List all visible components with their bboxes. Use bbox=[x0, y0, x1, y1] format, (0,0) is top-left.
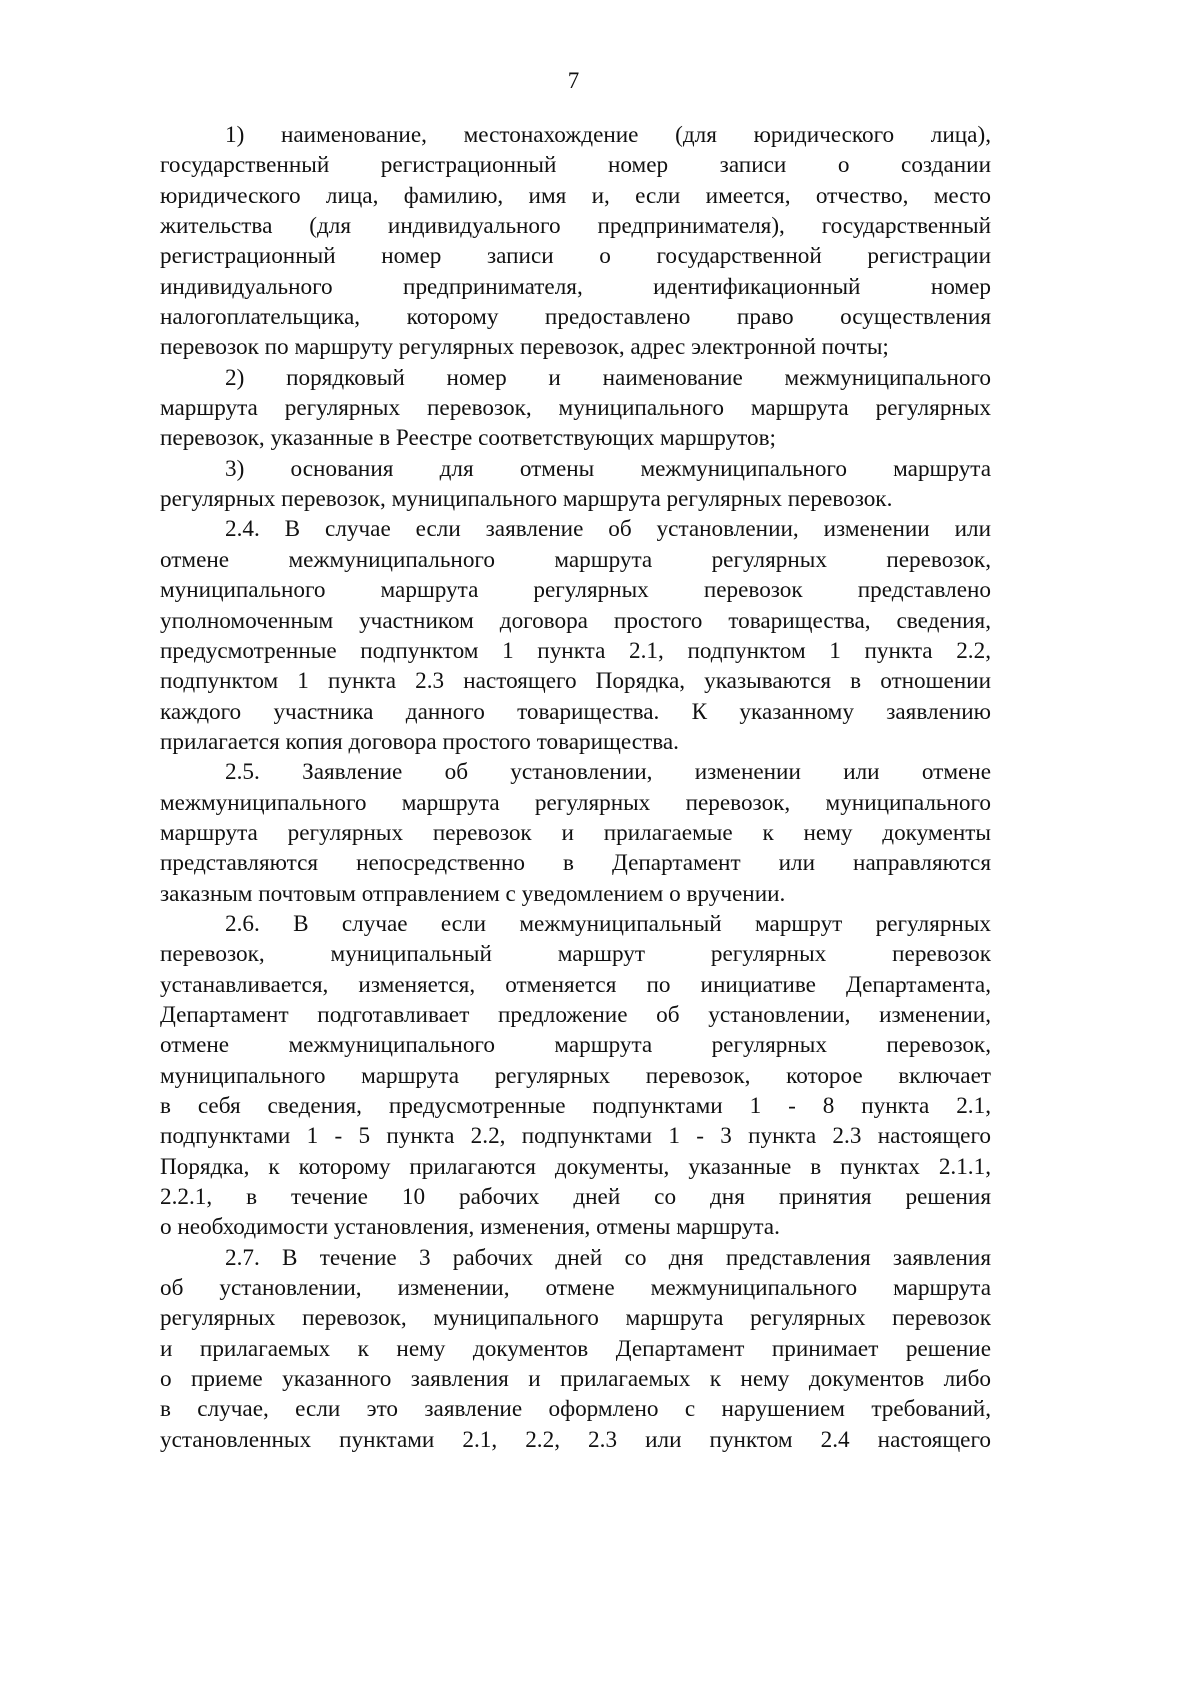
text-line: прилагается копия договора простого товарищества. bbox=[160, 728, 679, 755]
text-line: каждого участника данного товарищества. К указанному заявлению bbox=[160, 698, 991, 725]
document-body bbox=[160, 120, 991, 1455]
text-line: и прилагаемых к нему документов Департамент принимает решение bbox=[160, 1335, 991, 1362]
text-line: в себя сведения, предусмотренные подпунктами 1 - 8 пункта 2.1, bbox=[160, 1093, 991, 1119]
text-line: 2.6. В случае если межмуниципальный маршрут регулярных bbox=[225, 910, 991, 937]
paragraph bbox=[160, 120, 991, 363]
paragraph bbox=[160, 363, 991, 454]
page-number: 7 bbox=[567, 68, 580, 93]
text-line: подпунктами 1 - 5 пункта 2.2, подпунктами 1 - 3 пункта 2.3 настоящего bbox=[160, 1123, 991, 1150]
text-line: отмене межмуниципального маршрута регулярных перевозок, bbox=[160, 1032, 991, 1059]
text-line: в случае, если это заявление оформлено с нарушением требований, bbox=[160, 1396, 991, 1423]
text-line: маршрута регулярных перевозок и прилагаемые к нему документы bbox=[160, 819, 991, 846]
text-line: устанавливается, изменяется, отменяется по инициативе Департамента, bbox=[160, 971, 991, 998]
text-line: 2.5. Заявление об установлении, изменении или отмене bbox=[225, 759, 991, 786]
text-line: юридического лица, фамилию, имя и, если имеется, отчество, место bbox=[160, 182, 991, 209]
text-line: муниципального маршрута регулярных перевозок представлено bbox=[160, 577, 991, 604]
text-line: установленных пунктами 2.1, 2.2, 2.3 или пунктом 2.4 настоящего bbox=[160, 1426, 991, 1453]
text-line: подпунктом 1 пункта 2.3 настоящего Порядка, указываются в отношении bbox=[160, 668, 991, 695]
text-line: отмене межмуниципального маршрута регулярных перевозок, bbox=[160, 546, 991, 573]
text-line: 2) порядковый номер и наименование межмуниципального bbox=[225, 364, 991, 391]
text-line: заказным почтовым отправлением с уведомлением о вручении. bbox=[160, 880, 786, 907]
text-line: государственный регистрационный номер записи о создании bbox=[160, 152, 991, 179]
text-line: налогоплательщика, которому предоставлено право осуществления bbox=[160, 304, 991, 331]
text-line: перевозок, муниципальный маршрут регулярных перевозок bbox=[160, 941, 991, 968]
text-line: 3) основания для отмены межмуниципального маршрута bbox=[225, 455, 991, 482]
text-line: об установлении, изменении, отмене межмуниципального маршрута bbox=[160, 1275, 991, 1302]
text-line: уполномоченным участником договора простого товарищества, сведения, bbox=[160, 607, 991, 634]
text-line: регистрационный номер записи о государственной регистрации bbox=[160, 243, 991, 270]
paragraph bbox=[160, 454, 991, 515]
text-line: 2.7. В течение 3 рабочих дней со дня представления заявления bbox=[225, 1244, 991, 1271]
paragraph bbox=[160, 1243, 991, 1455]
paragraph bbox=[160, 514, 991, 757]
text-line: индивидуального предпринимателя, идентификационный номер bbox=[160, 273, 991, 300]
text-line: предусмотренные подпунктом 1 пункта 2.1, подпунктом 1 пункта 2.2, bbox=[160, 637, 991, 664]
text-line: регулярных перевозок, муниципального маршрута регулярных перевозок bbox=[160, 1305, 991, 1332]
text-line: о приеме указанного заявления и прилагаемых к нему документов либо bbox=[160, 1366, 991, 1393]
text-line: Департамент подготавливает предложение об установлении, изменении, bbox=[160, 1001, 991, 1028]
text-line: Порядка, к которому прилагаются документы, указанные в пунктах 2.1.1, bbox=[160, 1153, 991, 1180]
text-line: жительства (для индивидуального предпринимателя), государственный bbox=[160, 213, 991, 240]
paragraph bbox=[160, 909, 991, 1243]
text-line: 2.4. В случае если заявление об установлении, изменении или bbox=[225, 516, 991, 543]
text-line: 2.2.1, в течение 10 рабочих дней со дня принятия решения bbox=[160, 1184, 991, 1211]
text-line: перевозок по маршруту регулярных перевозок, адрес электронной почты; bbox=[160, 334, 889, 361]
text-line: перевозок, указанные в Реестре соответствующих маршрутов; bbox=[160, 425, 776, 452]
text-line: о необходимости установления, изменения, отмены маршрута. bbox=[160, 1214, 780, 1241]
text-line: маршрута регулярных перевозок, муниципального маршрута регулярных bbox=[160, 395, 991, 422]
text-line: муниципального маршрута регулярных перевозок, которое включает bbox=[160, 1062, 991, 1089]
text-line: регулярных перевозок, муниципального маршрута регулярных перевозок. bbox=[160, 486, 893, 513]
text-line: межмуниципального маршрута регулярных перевозок, муниципального bbox=[160, 789, 991, 816]
text-line: представляются непосредственно в Департамент или направляются bbox=[160, 850, 991, 877]
text-line: 1) наименование, местонахождение (для юридического лица), bbox=[225, 122, 991, 148]
paragraph bbox=[160, 757, 991, 909]
